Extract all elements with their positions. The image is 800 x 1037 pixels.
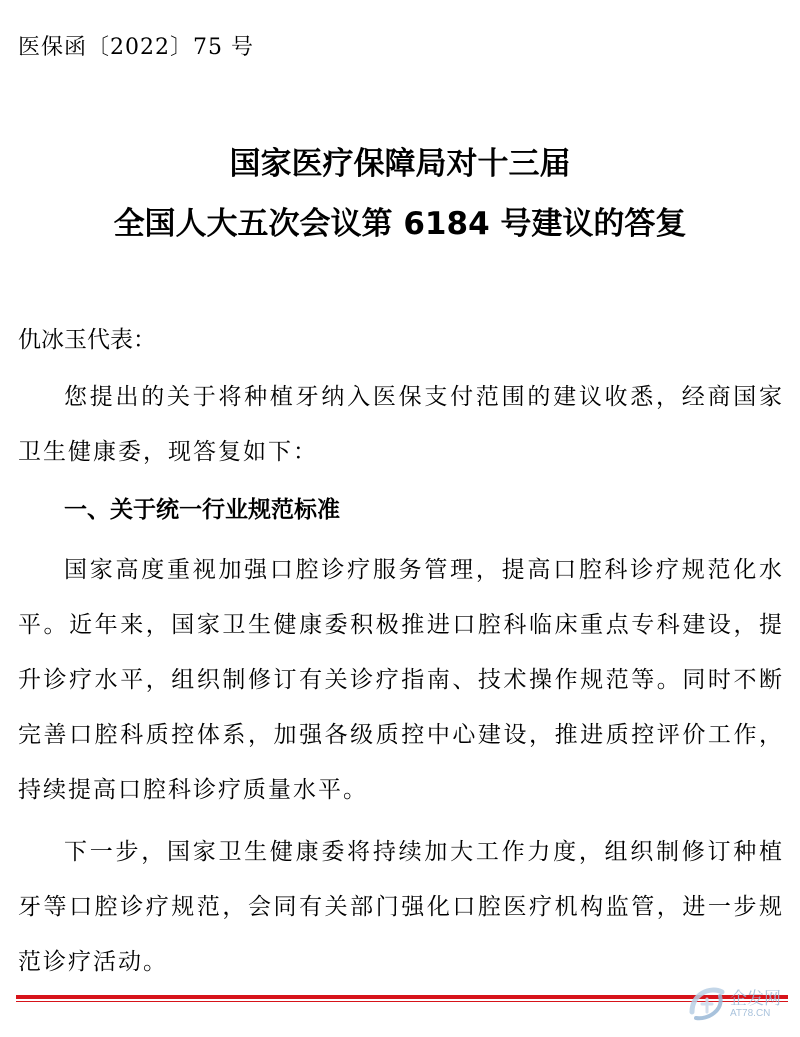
paragraph-next-steps: 下一步，国家卫生健康委将持续加大工作力度，组织制修订种植牙等口腔诊疗规范，会同有关部门强化口腔医疗机构监管，进一步规范诊疗活动。 (18, 839, 784, 975)
section-heading-1: 一、关于统一行业规范标准 (64, 497, 340, 523)
document-title-line-1: 国家医疗保障局对十三届 (229, 146, 571, 182)
footer-red-rule-thin (16, 1001, 788, 1002)
watermark-domain: AT78.CN (730, 1008, 771, 1019)
site-watermark (686, 980, 796, 1030)
document-number: 医保函〔2022〕75 号 (18, 35, 254, 60)
document-title-line-2: 全国人大五次会议第 6184 号建议的答复 (113, 206, 687, 242)
watermark-name: 企发网 (730, 989, 781, 1009)
salutation: 仇冰玉代表： (18, 327, 156, 353)
footer-red-rule-thick (16, 995, 788, 999)
paragraph-section-1: 国家高度重视加强口腔诊疗服务管理，提高口腔科诊疗规范化水平。近年来，国家卫生健康委积极推进口腔科临床重点专科建设，提升诊疗水平，组织制修订有关诊疗指南、技术操作规范等。同时不断完善口腔科质控体系，加强各级质控中心建设，推进质控评价工作，持续提高口腔科诊疗质量水平。 (18, 557, 784, 803)
watermark-logo-icon (686, 982, 728, 1024)
paragraph-intro: 您提出的关于将种植牙纳入医保支付范围的建议收悉，经商国家卫生健康委，现答复如下： (18, 384, 784, 465)
